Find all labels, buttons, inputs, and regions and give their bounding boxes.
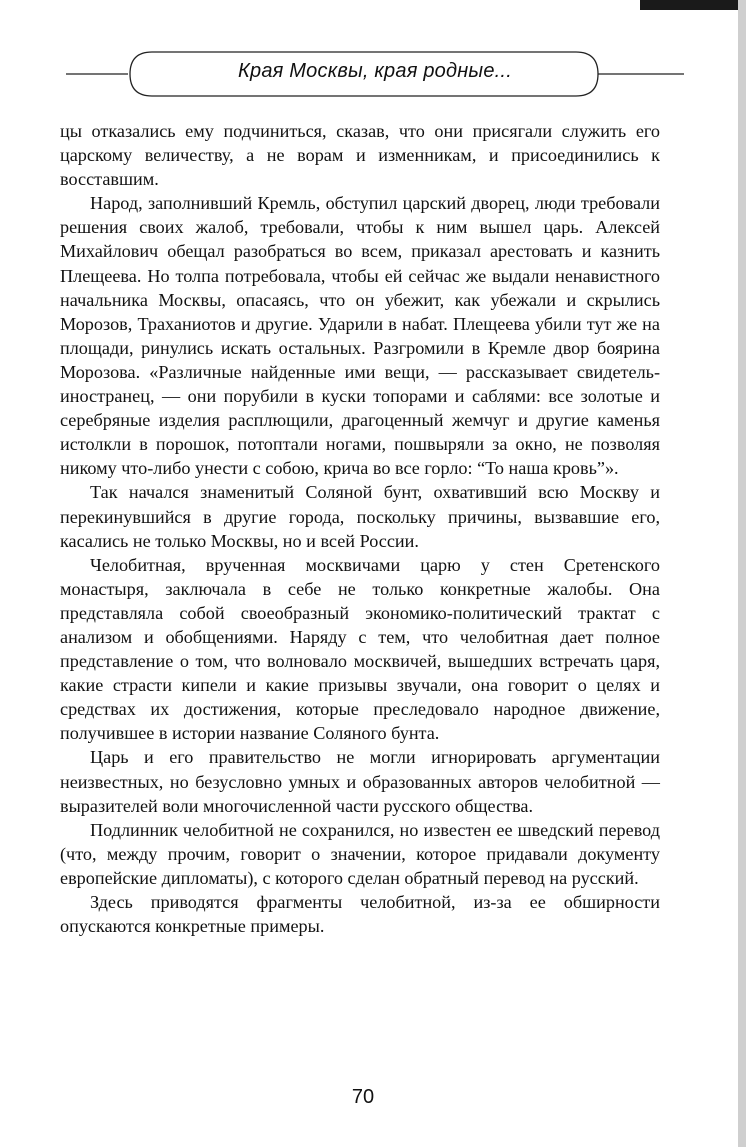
paragraph: Так начался знаменитый Соляной бунт, охвативший всю Москву и перекинувшийся в другие города, поскольку причины, вызвавшие его, касались не только Москвы, но и всей России.	[60, 482, 660, 551]
paragraph: Народ, заполнивший Кремль, обступил царский дворец, люди требовали решения своих жалоб, требовали, чтобы к ним вышел царь. Алексей Михайлович обещал разобраться во всем, приказал арестовать и казнить Плещеева. Но толпа потребовала, чтобы ей сейчас же выдали ненавистного начальника Москвы, опасаясь, что он убежит, как убежали и скрылись Морозов, Траханиотов и другие. Ударили в набат. Плещеева убили тут же на площади, ринулись искать остальных. Разгромили в Кремле двор боярина Морозова. «Различные найденные ими вещи, — рассказывает свидетель-иностранец, — они порубили в куски топорами и саблями: все золотые и серебряные изделия расплющили, драгоценный жемчуг и другие каменья истолкли в порошок, потоптали ногами, пошвыряли за окно, не позволяя никому что-либо унести с собою, крича во все горло: “То наша кровь”».	[60, 193, 660, 479]
paragraph: Челобитная, врученная москвичами царю у стен Сретенского монастыря, заключала в себе не только конкретные жалобы. Она представляла собой своеобразный экономико-политический трактат с анализом и обобщениями. Наряду с тем, что челобитная дает полное представление о том, что волновало москвичей, вышедших встречать царя, какие страсти кипели и какие призывы звучали, она говорит о целях и средствах их достижения, которые преследовало народное движение, получившее в истории название Соляного бунта.	[60, 554, 660, 744]
body-text	[60, 119, 660, 938]
page-number: 70	[351, 1086, 375, 1108]
paragraph: цы отказались ему подчиниться, сказав, что они присягали служить его царскому величеству, а не ворам и изменникам, и присоединились к восставшим.	[60, 121, 660, 190]
top-edge-bar	[640, 0, 746, 10]
paragraph: Подлинник челобитной не сохранился, но известен ее шведский перевод (что, между прочим, говорит о значении, которое придавали документу европейские дипломаты), с которого сделан обратный перевод на русский.	[60, 819, 660, 888]
header-title: Края Москвы, края родные...	[238, 60, 512, 82]
paragraph: Царь и его правительство не могли игнорировать аргументации неизвестных, но безусловно умных и образованных авторов челобитной — выразителей воли многочисленной части русского общества.	[60, 747, 660, 816]
running-header	[60, 46, 690, 100]
paragraph: Здесь приводятся фрагменты челобитной, из-за ее обширности опускаются конкретные примеры.	[60, 892, 660, 937]
page-edge	[738, 0, 746, 1147]
